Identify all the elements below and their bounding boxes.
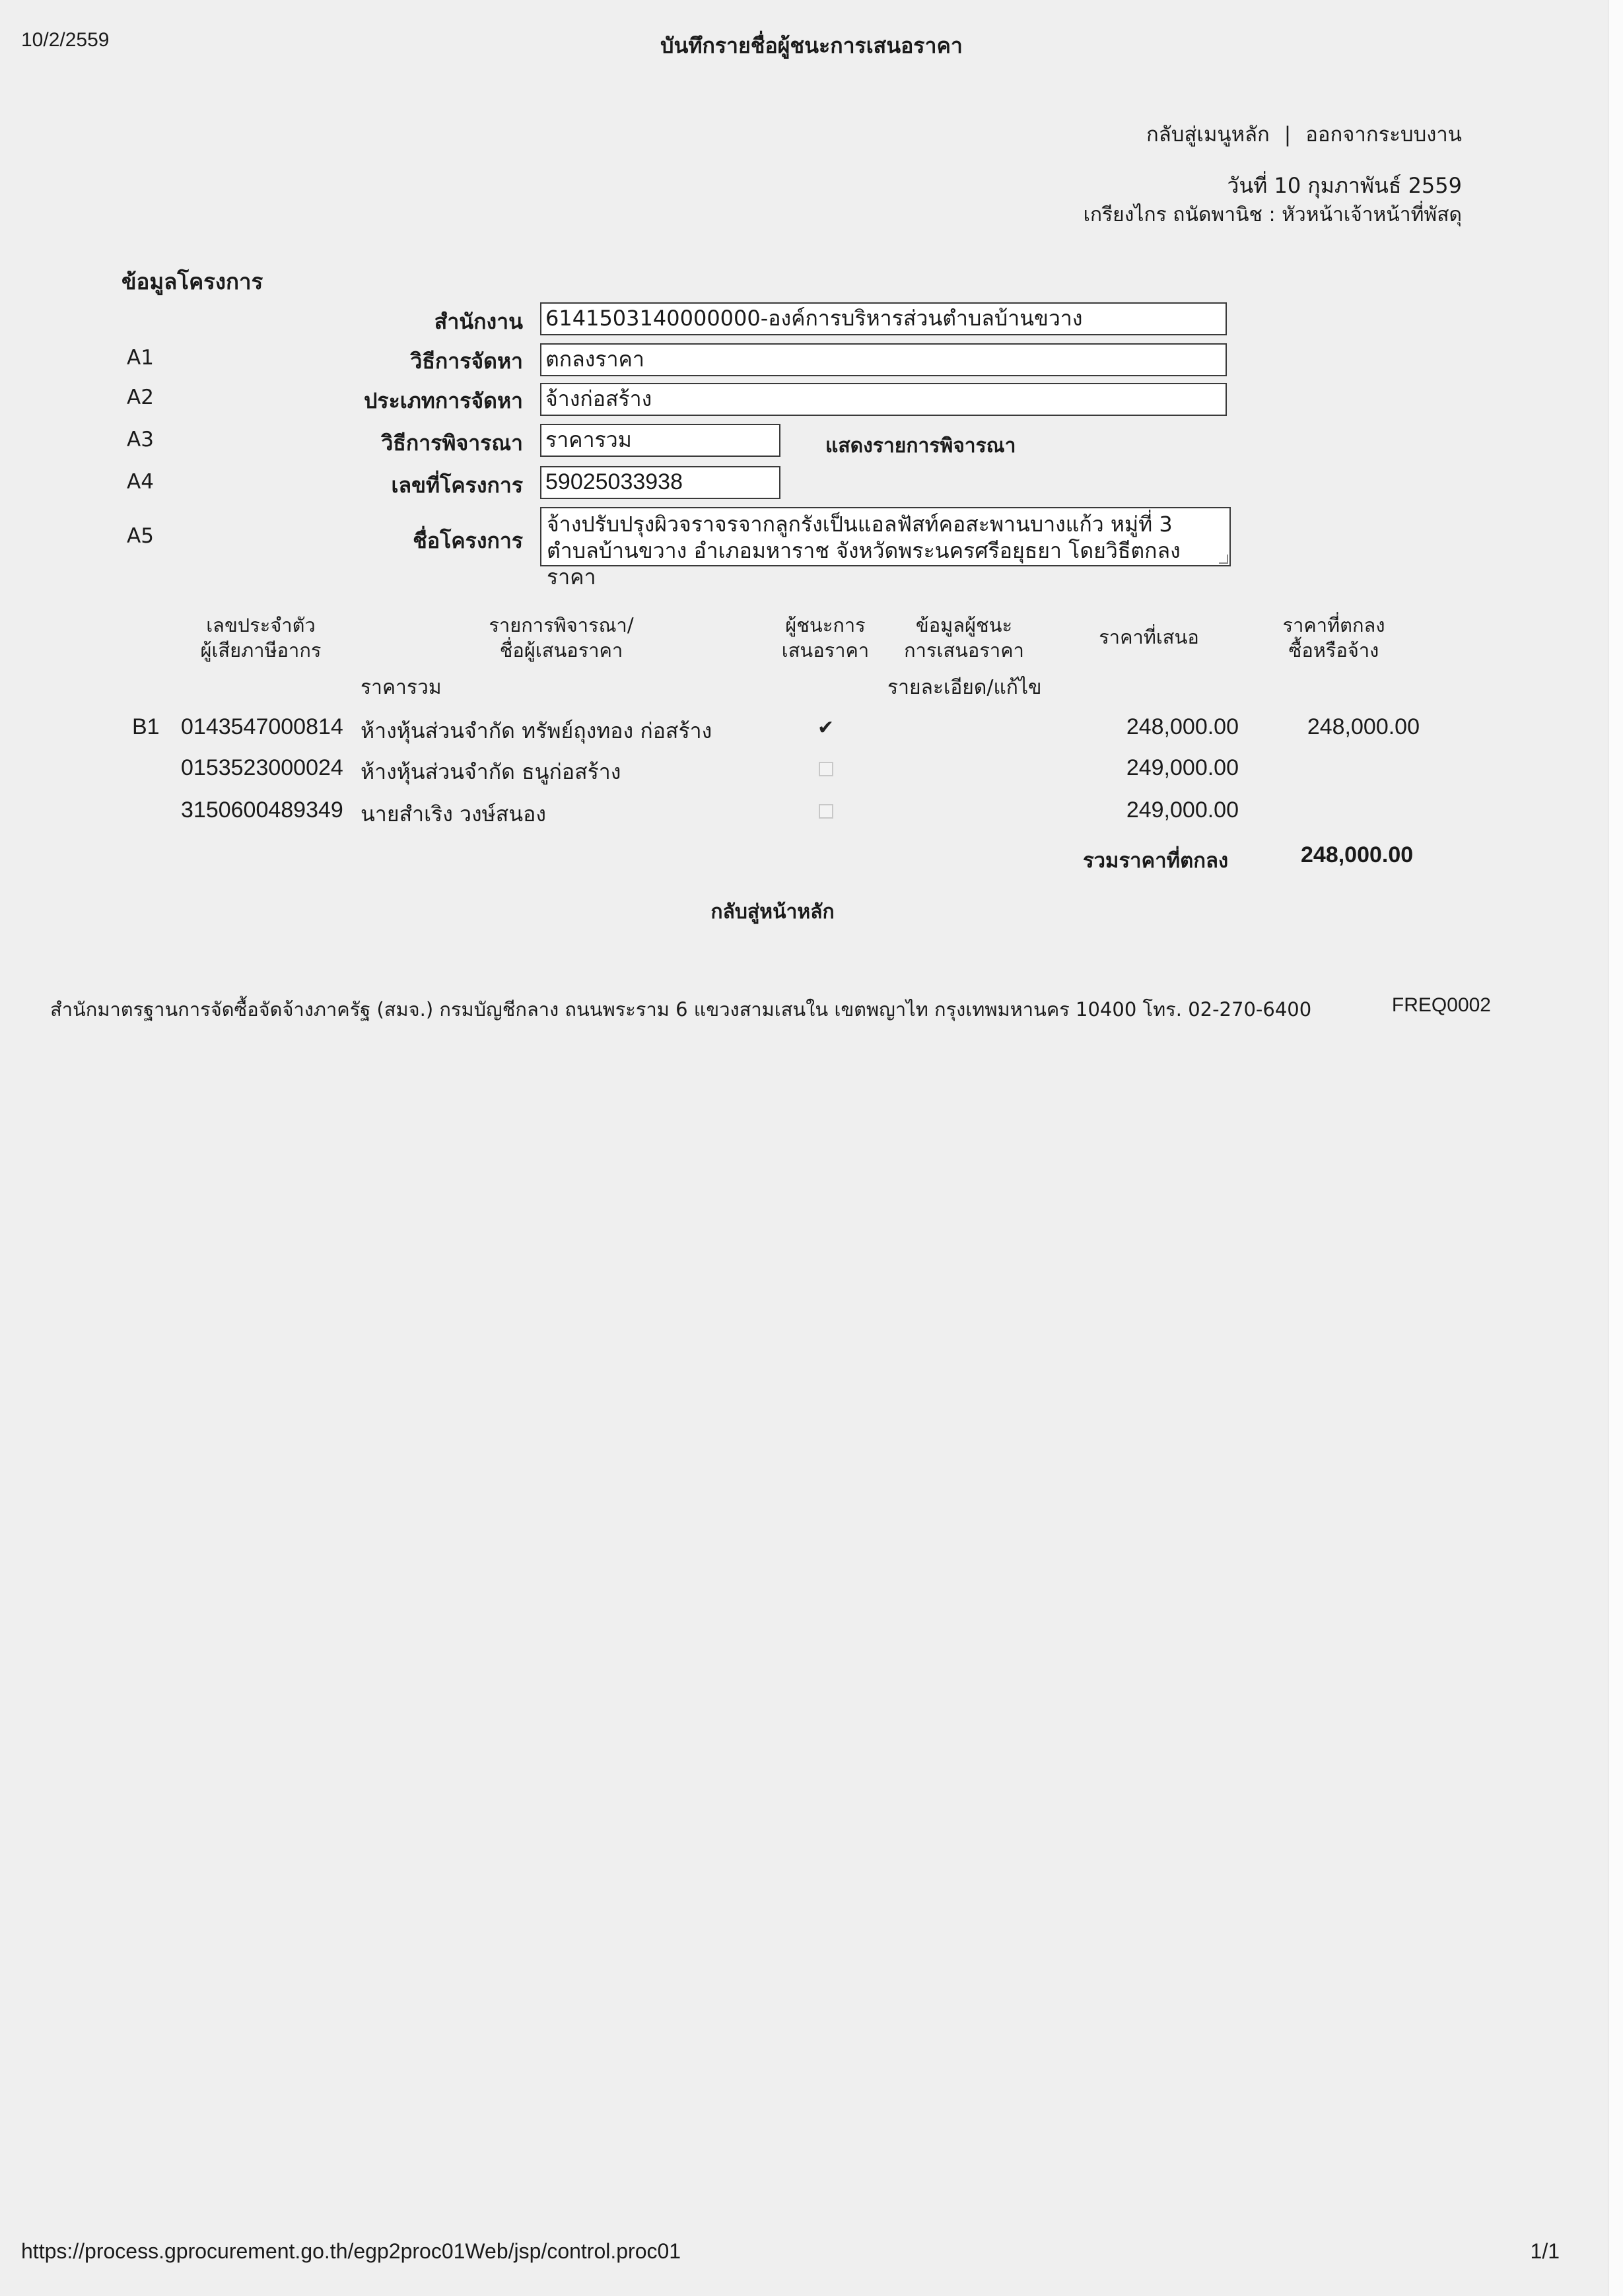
back-to-main-link[interactable]: กลับสู่หน้าหลัก <box>710 900 835 924</box>
office-label: สำนักงาน <box>434 309 523 334</box>
header-winner-info-line2: การเสนอราคา <box>904 639 1024 661</box>
user-info: เกรียงไกร ถนัดพานิช : หัวหน้าเจ้าหน้าที่พัสดุ <box>1083 203 1462 226</box>
a4-label: เลขที่โครงการ <box>391 473 523 498</box>
project-name-textarea[interactable] <box>540 507 1231 590</box>
main-menu-link[interactable]: กลับสู่เมนูหลัก <box>1146 123 1270 147</box>
a5-code: A5 <box>127 524 154 548</box>
procurement-type-field[interactable]: จ้างก่อสร้าง <box>540 383 1227 416</box>
a1-code: A1 <box>127 346 154 370</box>
group-code: B1 <box>132 714 160 739</box>
procurement-method-field[interactable]: ตกลงราคา <box>540 343 1227 376</box>
a4-code: A4 <box>127 470 154 494</box>
row3-winner-checkbox[interactable] <box>819 804 833 819</box>
row1-agreed: 248,000.00 <box>1307 714 1420 739</box>
row1-name: ห้างหุ้นส่วนจำกัด ทรัพย์ถุงทอง ก่อสร้าง <box>361 718 712 743</box>
a3-label: วิธีการพิจารณา <box>381 430 523 456</box>
logout-link[interactable]: ออกจากระบบงาน <box>1305 123 1462 147</box>
row2-taxid: 0153523000024 <box>181 755 343 780</box>
evaluation-method-field[interactable]: ราคารวม <box>540 424 780 457</box>
show-criteria-link[interactable]: แสดงรายการพิจารณา <box>825 434 1016 457</box>
row3-name: นายสำเริง วงษ์สนอง <box>361 801 546 827</box>
header-winner-info-line1: ข้อมูลผู้ชนะ <box>915 614 1013 636</box>
row3-taxid: 3150600489349 <box>181 797 343 823</box>
row2-offer: 249,000.00 <box>1126 755 1239 780</box>
footer-address: สำนักมาตรฐานการจัดซื้อจัดจ้างภาครัฐ (สมจ.) กรมบัญชีกลาง ถนนพระราม 6 แขวงสามเสนใน เขตพญาไท กรุงเทพมหานคร 10400 โทร. 02-270-6400 <box>50 998 1312 1021</box>
group-label: ราคารวม <box>361 676 442 699</box>
a2-label: ประเภทการจัดหา <box>364 388 523 413</box>
project-name-text: จ้างปรับปรุงผิวจราจรจากลูกรังเป็นแอลฟัสท์คอสะพานบางแก้ว หมู่ที่ 3 ตำบลบ้านขวาง อำเภอมหาราช จังหวัดพระนครศรีอยุธยา โดยวิธีตกลงราคา <box>547 512 1181 590</box>
current-date: วันที่ 10 กุมภาพันธ์ 2559 <box>1227 173 1462 198</box>
header-winner-info <box>898 613 1030 663</box>
resize-handle[interactable] <box>1219 555 1228 564</box>
header-offer: ราคาที่เสนอ <box>1099 626 1199 648</box>
nav-separator: | <box>1284 123 1292 147</box>
header-item <box>475 613 647 663</box>
header-taxid-line1: เลขประจำตัว <box>206 614 316 636</box>
row2-name: ห้างหุ้นส่วนจำกัด ธนูก่อสร้าง <box>361 759 621 784</box>
header-winner <box>773 613 878 663</box>
print-date: 10/2/2559 <box>21 29 110 51</box>
page-number: 1/1 <box>1530 2239 1560 2263</box>
office-field[interactable]: 6141503140000000-องค์การบริหารส่วนตำบลบ้านขวาง <box>540 302 1227 335</box>
row3-offer: 249,000.00 <box>1126 797 1239 823</box>
header-taxid-line2: ผู้เสียภาษีอากร <box>200 639 322 661</box>
row1-offer: 248,000.00 <box>1126 714 1239 739</box>
header-taxid <box>191 613 330 663</box>
header-winner-line1: ผู้ชนะการ <box>785 614 866 636</box>
row2-winner-checkbox[interactable] <box>819 762 833 776</box>
a3-code: A3 <box>127 428 154 452</box>
header-agreed-line1: ราคาที่ตกลง <box>1282 614 1385 636</box>
detail-edit-link[interactable]: รายละเอียด/แก้ไข <box>887 676 1042 699</box>
top-nav <box>1146 118 1462 151</box>
footer-form-code: FREQ0002 <box>1391 994 1491 1016</box>
header-agreed <box>1268 613 1400 663</box>
page-edge <box>1608 0 1623 2296</box>
header-agreed-line2: ซื้อหรือจ้าง <box>1288 639 1379 661</box>
total-label: รวมราคาที่ตกลง <box>1083 849 1229 873</box>
project-section-title: ข้อมูลโครงการ <box>121 269 263 294</box>
row1-taxid: 0143547000814 <box>181 714 343 739</box>
print-title: บันทึกรายชื่อผู้ชนะการเสนอราคา <box>660 33 963 58</box>
header-winner-line2: เสนอราคา <box>781 639 870 661</box>
header-item-line1: รายการพิจารณา/ <box>489 614 634 636</box>
a1-label: วิธีการจัดหา <box>410 349 523 374</box>
project-number-field[interactable]: 59025033938 <box>540 466 780 499</box>
print-url: https://process.gprocurement.go.th/egp2proc01Web/jsp/control.proc01 <box>21 2239 681 2263</box>
row1-winner-checkbox[interactable]: ✔ <box>817 716 835 739</box>
header-item-line2: ชื่อผู้เสนอราคา <box>499 639 623 661</box>
total-value: 248,000.00 <box>1301 842 1414 867</box>
a5-label: ชื่อโครงการ <box>413 528 523 553</box>
a2-code: A2 <box>127 386 154 409</box>
